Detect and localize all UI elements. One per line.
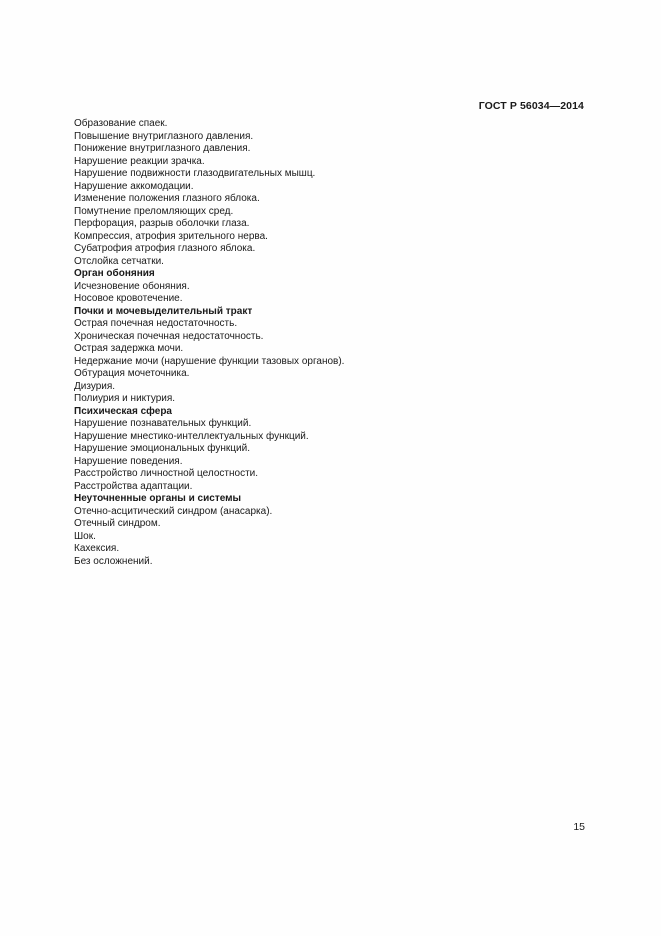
list-item: Отечный синдром.: [74, 518, 161, 529]
list-item: Острая задержка мочи.: [74, 343, 184, 354]
list-item: Понижение внутриглазного давления.: [74, 143, 251, 154]
list-item: Расстройство личностной целостности.: [74, 468, 259, 479]
list-item: Перфорация, разрыв оболочки глаза.: [74, 218, 250, 229]
list-item: Острая почечная недостаточность.: [74, 318, 238, 329]
list-item: Изменение положения глазного яблока.: [74, 193, 260, 204]
list-item: Помутнение преломляющих сред.: [74, 205, 234, 217]
list-item: Дизурия.: [74, 380, 116, 392]
list-item: Нарушение поведения.: [74, 455, 183, 467]
list-item: Кахексия.: [74, 543, 120, 554]
page-number: 15: [573, 821, 585, 833]
list-item: Компрессия, атрофия зрительного нерва.: [74, 230, 268, 242]
list-item: Без осложнений.: [74, 555, 153, 567]
section-heading: Психическая сфера: [74, 405, 172, 417]
list-item: Нарушение познавательных функций.: [74, 418, 252, 429]
list-item: Нарушение эмоциональных функций.: [74, 443, 250, 454]
list-item: Обтурация мочеточника.: [74, 368, 190, 379]
list-item: Нарушение аккомодации.: [74, 180, 194, 192]
section-heading: Неуточненные органы и системы: [74, 493, 242, 504]
list-item: Шок.: [74, 530, 96, 542]
list-item: Отслойка сетчатки.: [74, 255, 164, 267]
list-item: Носовое кровотечение.: [74, 293, 183, 304]
section-heading: Орган обоняния: [74, 268, 155, 279]
standard-code-header: ГОСТ Р 56034—2014: [478, 100, 584, 112]
list-item: Субатрофия атрофия глазного яблока.: [74, 243, 256, 254]
list-item: Расстройства адаптации.: [74, 480, 193, 492]
list-item: Повышение внутриглазного давления.: [74, 130, 254, 142]
list-item: Нарушение мнестико-интеллектуальных функций.: [74, 430, 309, 442]
section-heading: Почки и мочевыделительный тракт: [74, 305, 253, 317]
list-item: Нарушение реакции зрачка.: [74, 155, 205, 167]
list-item: Образование спаек.: [74, 118, 168, 129]
complications-list: [74, 118, 594, 568]
list-item: Хроническая почечная недостаточность.: [74, 330, 264, 342]
list-item: Полиурия и никтурия.: [74, 393, 176, 404]
list-item: Отечно-асцитический синдром (анасарка).: [74, 505, 273, 517]
list-item: Исчезновение обоняния.: [74, 280, 190, 292]
list-item: Нарушение подвижности глазодвигательных мышц.: [74, 168, 316, 179]
list-item: Недержание мочи (нарушение функции тазовых органов).: [74, 355, 345, 367]
